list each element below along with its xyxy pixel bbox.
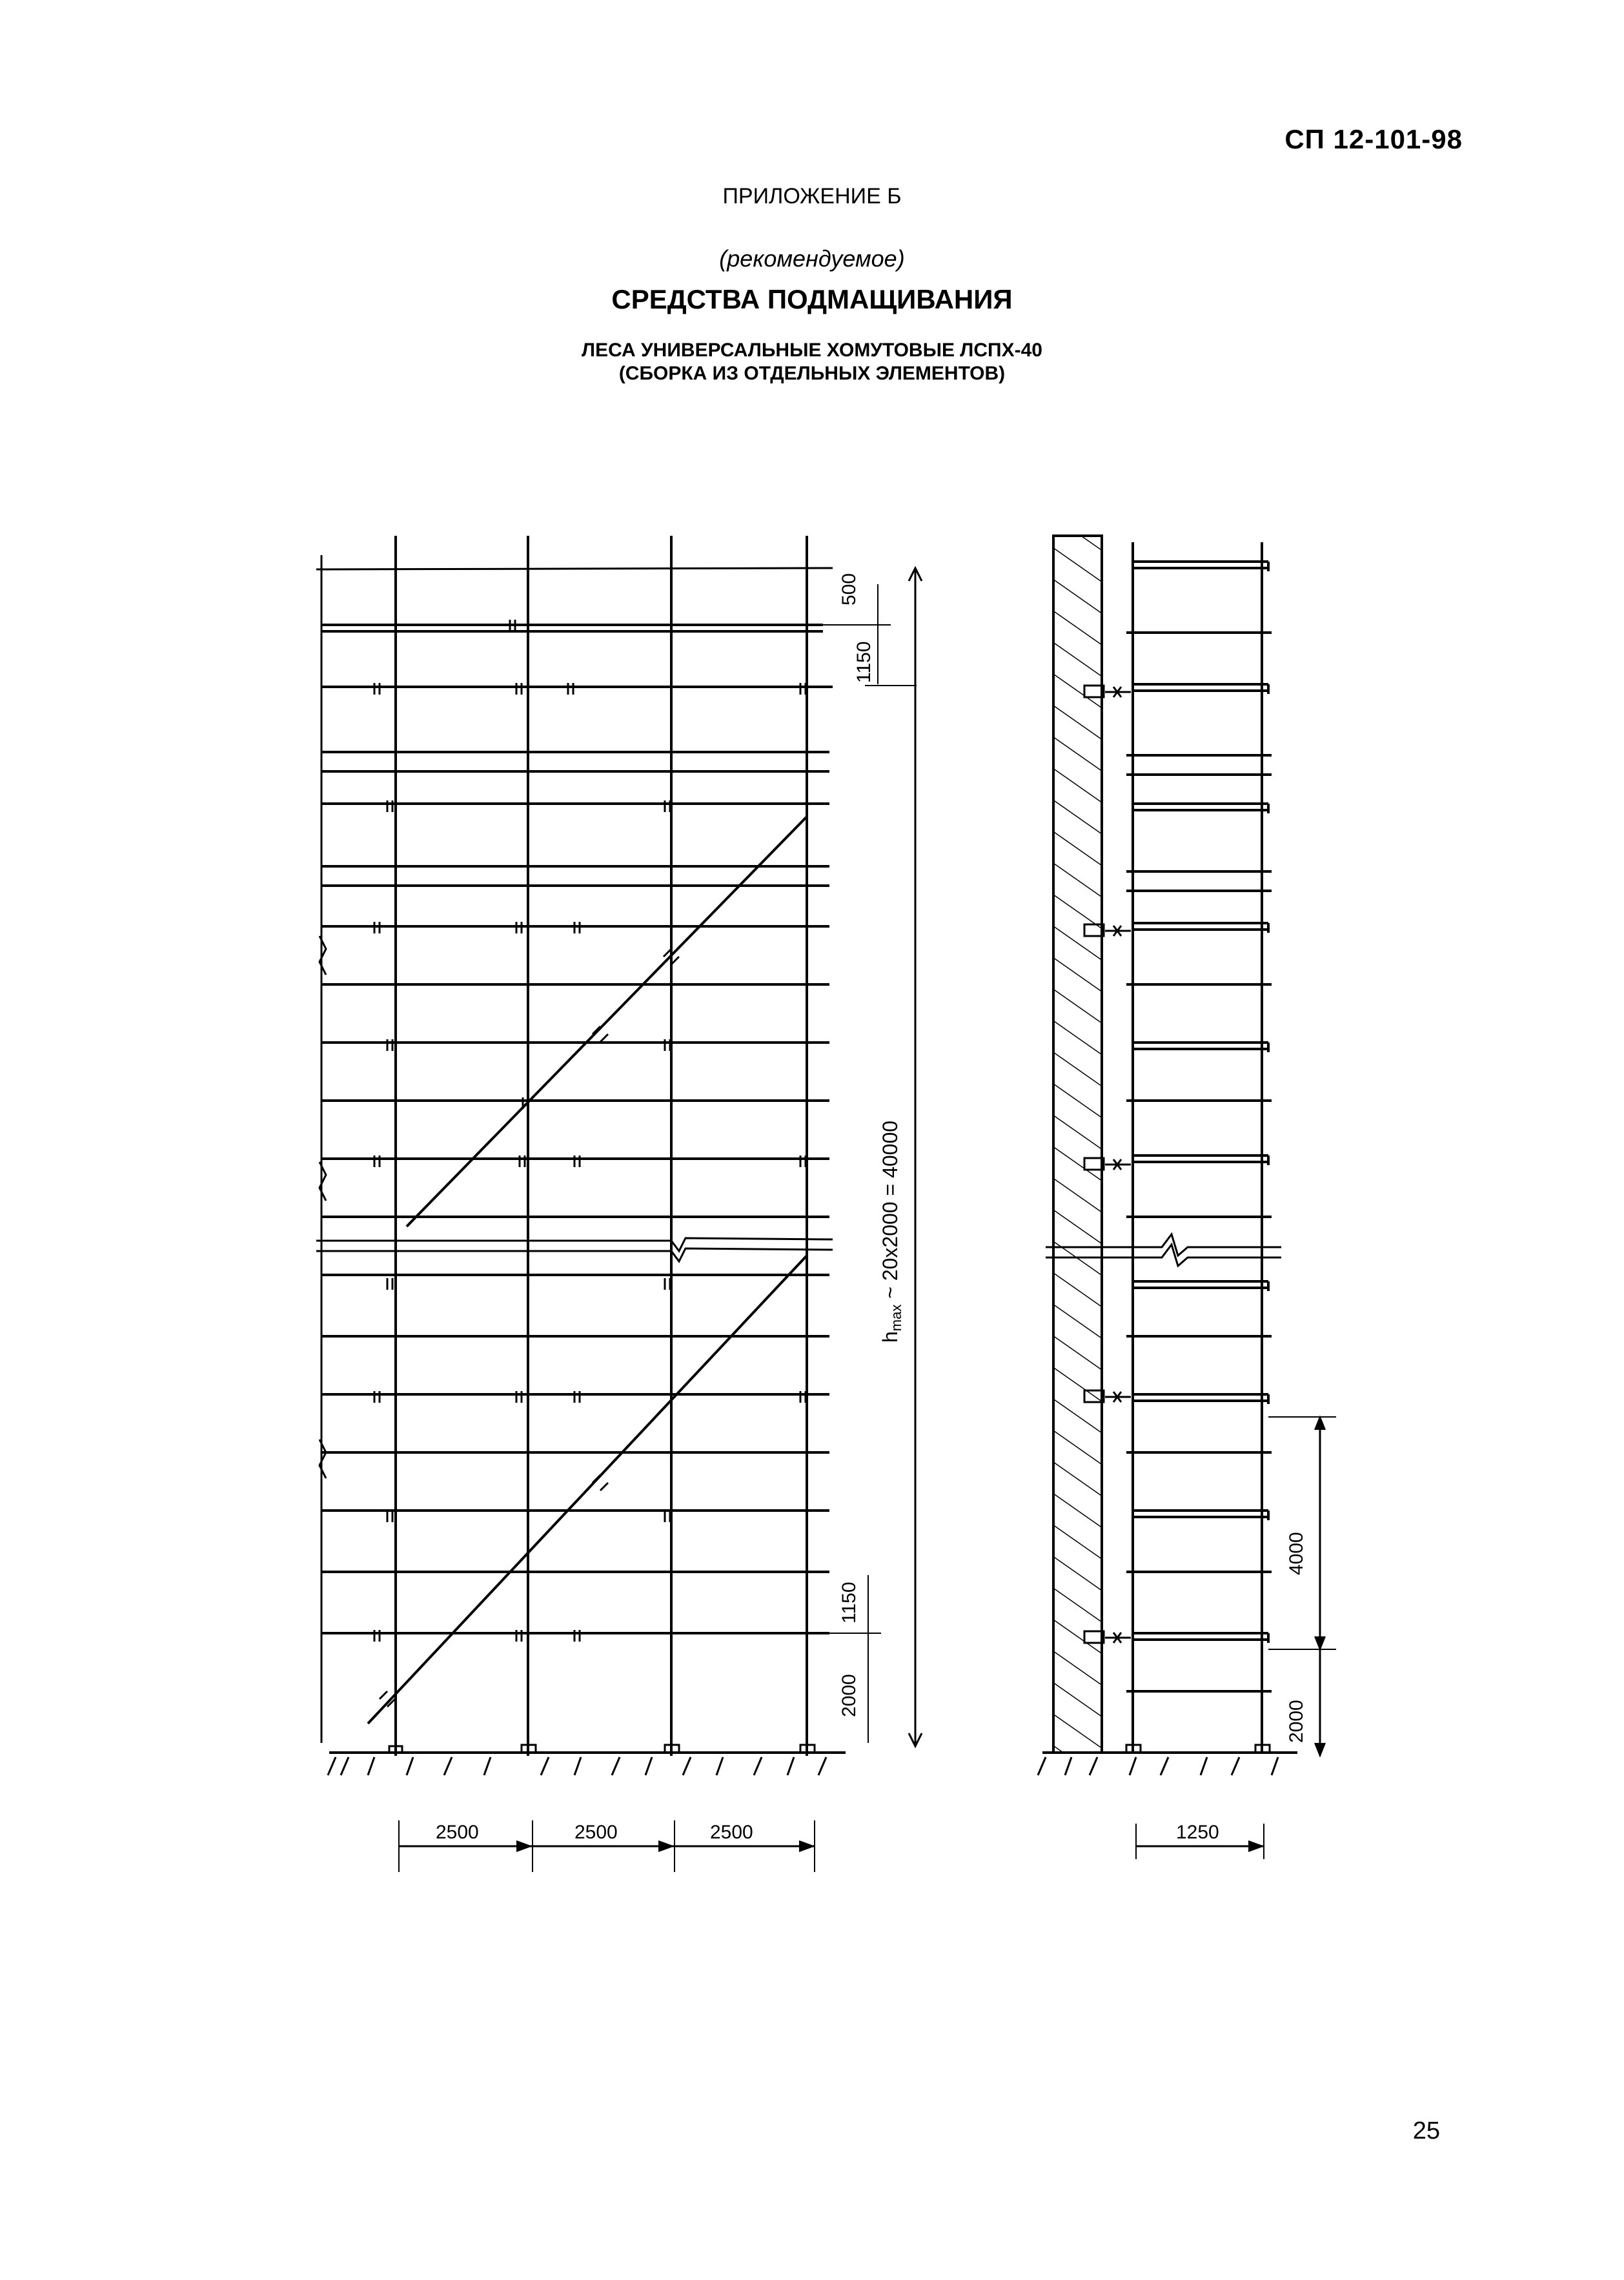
page-title: СРЕДСТВА ПОДМАЩИВАНИЯ xyxy=(611,284,1013,314)
dim-2000-side: 2000 xyxy=(1286,1700,1307,1743)
dim-height-total: hmax ~ 20x2000 = 40000 xyxy=(878,1120,904,1343)
dim-2000-bottom: 2000 xyxy=(838,1674,860,1717)
subtitle-line-1: ЛЕСА УНИВЕРСАЛЬНЫЕ ХОМУТОВЫЕ ЛСПХ-40 xyxy=(582,340,1042,361)
span-2: 2500 xyxy=(574,1822,618,1843)
recommended-label: (рекомендуемое) xyxy=(719,245,905,272)
appendix-label: ПРИЛОЖЕНИЕ Б xyxy=(722,184,902,209)
dim-4000: 4000 xyxy=(1286,1532,1307,1575)
front-view xyxy=(316,536,922,1872)
subtitle-line-2: (СБОРКА ИЗ ОТДЕЛЬНЫХ ЭЛЕМЕНТОВ) xyxy=(618,363,1006,384)
span-3: 2500 xyxy=(710,1822,753,1843)
dim-1150-top: 1150 xyxy=(853,641,875,683)
dim-1150-bottom: 1150 xyxy=(838,1582,860,1623)
page-number: 25 xyxy=(1412,2117,1440,2144)
side-view xyxy=(1038,536,1336,1859)
document-code: СП 12-101-98 xyxy=(1284,124,1463,154)
dim-500: 500 xyxy=(838,573,860,606)
dim-1250: 1250 xyxy=(1176,1822,1219,1843)
span-1: 2500 xyxy=(436,1822,479,1843)
